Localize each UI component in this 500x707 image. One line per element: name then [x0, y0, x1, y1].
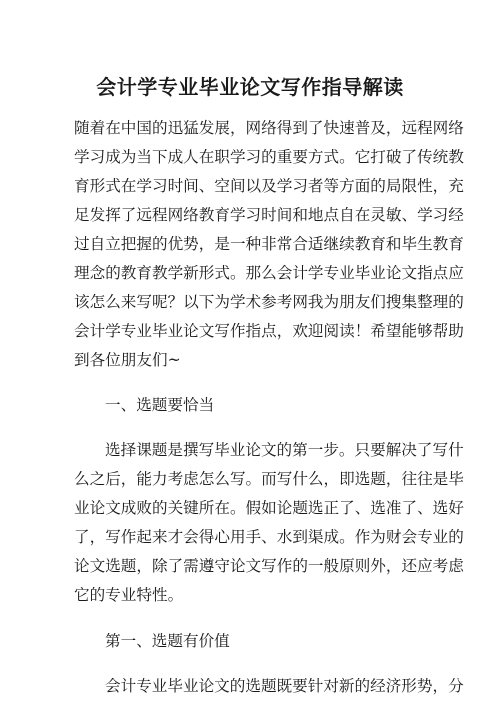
paragraph-line: 育形式在学习时间、空间以及学习者等方面的局限性，充: [74, 177, 464, 195]
paragraph-line: 理念的教育教学新形式。那么会计学专业毕业论文指点应: [74, 264, 464, 282]
section-heading: 一、选题要恰当: [105, 396, 215, 414]
paragraph-line: 么之后，能力考虑怎么写。而写什么，即选题，往往是毕: [74, 470, 464, 488]
paragraph-line: 了，写作起来才会得心用手、水到渠成。作为财会专业的: [74, 528, 464, 546]
paragraph-line: 足发挥了远程网络教育学习时间和地点自在灵敏、学习经: [74, 206, 464, 224]
paragraph-line: 学习成为当下成人在职学习的重要方式。它打破了传统教: [74, 148, 464, 166]
paragraph-line: 选择课题是撰写毕业论文的第一步。只要解决了写什: [105, 441, 464, 459]
paragraph-line: 该怎么来写呢？以下为学术参考网我为朋友们搜集整理的: [74, 293, 464, 311]
paragraph-line: 到各位朋友们~: [74, 351, 181, 369]
paragraph-line: 会计专业毕业论文的选题既要针对新的经济形势，分: [105, 677, 464, 695]
paragraph-line: 过自立把握的优势，是一种非常合适继续教育和毕生教育: [74, 235, 464, 253]
subsection-heading: 第一、选题有价值: [105, 632, 230, 650]
paragraph-line: 论文选题，除了需遵守论文写作的一般原则外，还应考虑: [74, 557, 464, 575]
document-title: 会计学专业毕业论文写作指导解读: [96, 75, 404, 99]
paragraph-line: 它的专业特性。: [74, 586, 184, 604]
paragraph-line: 会计学专业毕业论文写作指点，欢迎阅读！希望能够帮助: [74, 322, 464, 340]
paragraph-line: 业论文成败的关键所在。假如论题选正了、选准了、选好: [74, 499, 464, 517]
paragraph-line: 随着在中国的迅猛发展，网络得到了快速普及，远程网络: [74, 119, 464, 137]
